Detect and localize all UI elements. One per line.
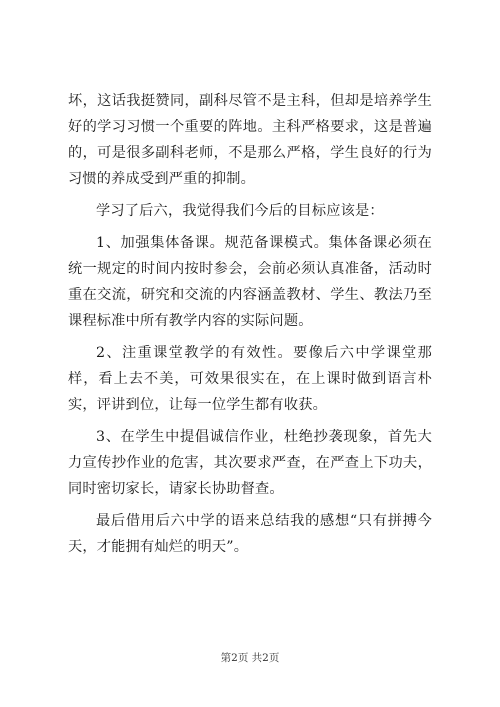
paragraph-1: 坏，这话我挺赞同，副科尽管不是主科，但却是培养学生好的学习习惯一个重要的阵地。主科严格要求，这是普遍的，可是很多副科老师，不是那么严格，学生良好的行为习惯的养成受到严重的抑制。 [68,93,432,187]
paragraph-4: 2、注重课堂教学的有效性。要像后六中学课堂那样，看上去不美，可效果很实在，在上课时做到语言朴实，评讲到位，让每一位学生都有收获。 [68,345,432,413]
paragraph-6: 最后借用后六中学的语来总结我的感想“只有拼搏今天，才能拥有灿烂的明天”。 [68,513,432,555]
paragraph-3: 1、加强集体备课。规范备课模式。集体备课必须在统一规定的时间内按时参会，会前必须认真准备，活动时重在交流，研究和交流的内容涵盖教材、学生、教法乃至课程标准中所有教学内容的实际问题。 [68,235,432,329]
paragraph-2: 学习了后六，我觉得我们今后的目标应该是： [96,203,384,219]
paragraph-5: 3、在学生中提倡诚信作业，杜绝抄袭现象，首先大力宣传抄作业的危害，其次要求严查，在严查上下功夫，同时密切家长，请家长协助督查。 [68,429,432,497]
page-footer: 第2页 共2页 [220,652,280,664]
document-body [68,88,432,566]
